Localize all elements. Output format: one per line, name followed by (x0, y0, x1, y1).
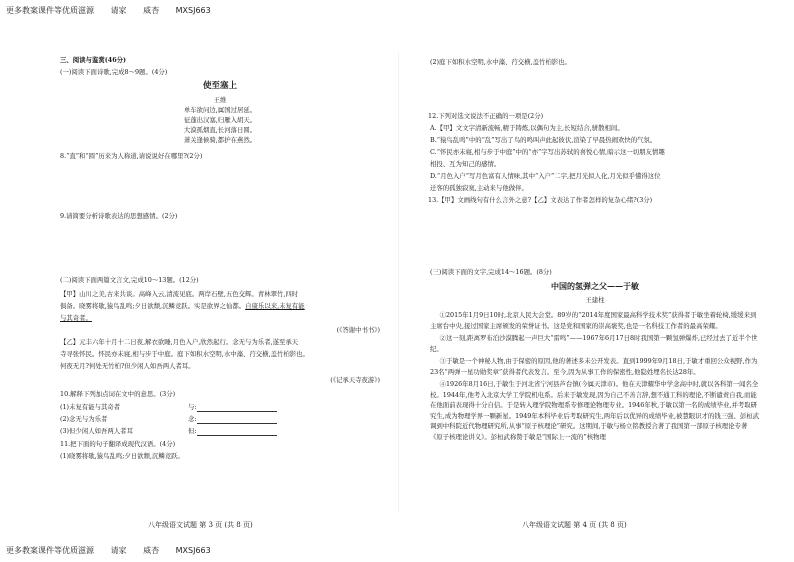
poem-author: 王维 (213, 96, 227, 104)
header-banner (6, 5, 225, 16)
q10-item-2: (2)念无与为乐者 (60, 415, 108, 423)
q12-option-d: D.“月色入户”写月色富有人情味,其中“入户”二字,把月光拟人化,月光似乎懂得这位 (430, 172, 661, 180)
article-author: 王建柱 (585, 296, 605, 304)
q10-blank-label-3: 但: (188, 427, 197, 435)
q10-blank-3[interactable] (188, 427, 277, 436)
page-divider (398, 52, 399, 512)
poem-line-1: 单车欲问边,属国过居延。 (183, 106, 257, 114)
poem-line-3: 大漠孤烟直,长河落日圆。 (183, 126, 257, 134)
banner-text-3: 威杏 (143, 6, 160, 15)
banner-text-4: MXSJ663 (175, 546, 211, 555)
question-8: 8.“直”和“圆”历来为人称道,请说说好在哪里?(2分) (60, 152, 203, 160)
q12-option-c-cont: 相投、互为知己的感情。 (430, 160, 501, 168)
jia-source: (《答谢中书书》) (336, 326, 380, 334)
q10-blank-1[interactable] (188, 403, 277, 412)
q10-blank-label-2: 念: (188, 415, 197, 423)
footer-banner (6, 545, 225, 556)
section-heading: 三、阅读与鉴赏(46分) (60, 56, 127, 64)
article-paragraph: ③于敏是一个神秘人物,由于保密的原因,他的著述多未公开发表。直到1999年9月18日,于敏才重回公众视野,作为23名“两弹一星功勋奖章”获得者代表发言。至今,因为从事工作的保密性,他隐姓埋名长达28年。 (430, 357, 758, 376)
q11-item-2: (2)庭下如积水空明,水中藻、荇交横,盖竹柏影也。 (430, 58, 571, 66)
left-footer: 八年级语文试题 第 3 页 (共 8 页) (148, 521, 253, 529)
question-12: 12.下列对选文说法不正确的一项是(2分) (428, 112, 544, 120)
q12-option-a: A.【甲】文文字清新流畅,精于铸炼,以偶句为主,长短结合,骈散相间。 (430, 124, 624, 132)
yi-source: (《记承天寺夜游》) (330, 376, 380, 384)
article-body (430, 310, 760, 520)
yi-line-2: 寺寻张怀民。怀民亦未寝,相与步于中庭。庭下如积水空明,水中藻、荇交横,盖竹柏影也。 (60, 350, 309, 358)
jia-line-3: 与其奇者。 (60, 314, 92, 322)
article-paragraph: ①2015年1月9日10时,北京人民大会堂。89岁的“2014年度国家最高科学技术奖”获得者于敏坐着轮椅,缓缓来到主席台中央,接过国家主席颁发的荣誉证书。这是党和国家的崇高褒奖,也是一名科技工作者的最高荣耀。 (430, 311, 757, 330)
poem-line-2: 征蓬出汉塞,归雁入胡天。 (183, 116, 257, 124)
question-9: 9.请简要分析诗歌表达的思想感情。(2分) (60, 212, 178, 220)
banner-text-2: 请家 (110, 546, 127, 555)
banner-text-4: MXSJ663 (175, 6, 211, 15)
question-13: 13.【甲】文画线句有什么言外之意?【乙】文表达了作者怎样的复杂心绪?(3分) (428, 196, 653, 204)
answer-blank[interactable] (197, 405, 277, 412)
poem-line-4: 萧关逢候骑,都护在燕然。 (183, 136, 257, 144)
part1-intro: (一)阅读下面诗歌,完成8～9题。(4分) (60, 68, 168, 76)
banner-text-1: 更多教案课件等优质滋源 (6, 546, 94, 555)
q12-option-c: C.“怀民亦未寝,相与步于中庭”中的“亦”字写出苏轼的喜悦心情,暗示这一切朋友情趣 (430, 148, 665, 156)
q11-item-1: (1)晓雾将歇,猿鸟乱鸣;夕日欲颓,沉鳞竞跃。 (60, 452, 184, 460)
article-paragraph: ②这一刻,距离罗布泊沙漠腾起一声巨大“雷鸣”——1967年6月17日8时我国第一颗氢弹爆炸,已经过去了近半个世纪。 (430, 334, 758, 353)
poem-title: 使至塞上 (202, 81, 237, 91)
article-paragraph: ④1926年8月16日,于敏生于河北省宁河县芦台镇(今属天津市)。他在天津耀华中学念高中时,就以各科第一闻名全校。1944年,他考入北京大学工学院机电系。后来于敏发现,因为自己不善言辞,想不通工科的理论,不断谴责自我,而能在他面前表现得十分自信。于是转入理学院物理系专修理论物理专业。1946年秋,于敏以第一名的成绩毕业,并考取研究生,成为物理学界一颗新星。1949年本科毕业后考取研究生,两年后以优异的成绩毕业,被慧眼识才的钱三强、彭桓武调到中科院近代物理研究所,从事“原子核理论”研究。这期间,于敏与杨立铭教授合著了我国第一部原子核理论专著《原子核理论讲义》。彭桓武称赞于敏是“国际上一流的”核物理 (430, 380, 760, 441)
yi-line-1: 【乙】元丰六年十月十二日夜,解衣欲睡,月色入户,欣然起行。念无与为乐者,遂至承天 (60, 338, 299, 346)
part2-intro: (二)阅读下面两篇文言文,完成10～13题。(12分) (60, 276, 199, 284)
question-11: 11.把下面的句子翻译成现代汉语。(4分) (60, 440, 176, 448)
q10-item-1: (1)未复有能与其奇者 (60, 403, 121, 411)
banner-text-3: 威杏 (143, 546, 160, 555)
q10-blank-2[interactable] (188, 415, 277, 424)
yi-line-3: 何夜无月?何处无竹柏?但少闲人如吾两人者耳。 (60, 362, 195, 370)
q12-option-b: B.“猿鸟乱鸣”中的“乱”写出了鸟的鸣叫声此起彼伏,渲染了早晨热闹欢快的气氛。 (430, 136, 657, 144)
answer-blank[interactable] (197, 429, 277, 436)
right-footer: 八年级语文试题 第 4 页 (共 8 页) (522, 521, 627, 529)
banner-text-1: 更多教案课件等优质滋源 (6, 6, 94, 15)
jia-line-2-text: 俱备。晓雾将歇,猿鸟乱鸣;夕日欲颓,沉鳞竞跃。实是欲界之仙都。 (60, 302, 246, 310)
jia-underlined-text: 自康乐以来,未复有能 (245, 302, 305, 310)
q10-item-3: (3)但少闲人如吾两人者耳 (60, 427, 133, 435)
article-title: 中国的氢弹之父——于敏 (551, 281, 639, 291)
banner-text-2: 请家 (110, 6, 127, 15)
jia-line-2 (60, 302, 305, 311)
answer-blank[interactable] (197, 417, 277, 424)
q10-blank-label-1: 与: (188, 403, 197, 411)
jia-line-1: 【甲】山川之美,古来共谈。高峰入云,清流见底。两岸石壁,五色交辉。青林翠竹,四时 (60, 290, 299, 298)
q12-option-d-cont: 迁客的孤独寂寞,主动来与他做伴。 (430, 184, 528, 192)
question-10: 10.解释下列加点词在文中的意思。(3分) (60, 390, 176, 398)
part3-intro: (三)阅读下面的文字,完成14～16题。(8分) (430, 268, 552, 276)
